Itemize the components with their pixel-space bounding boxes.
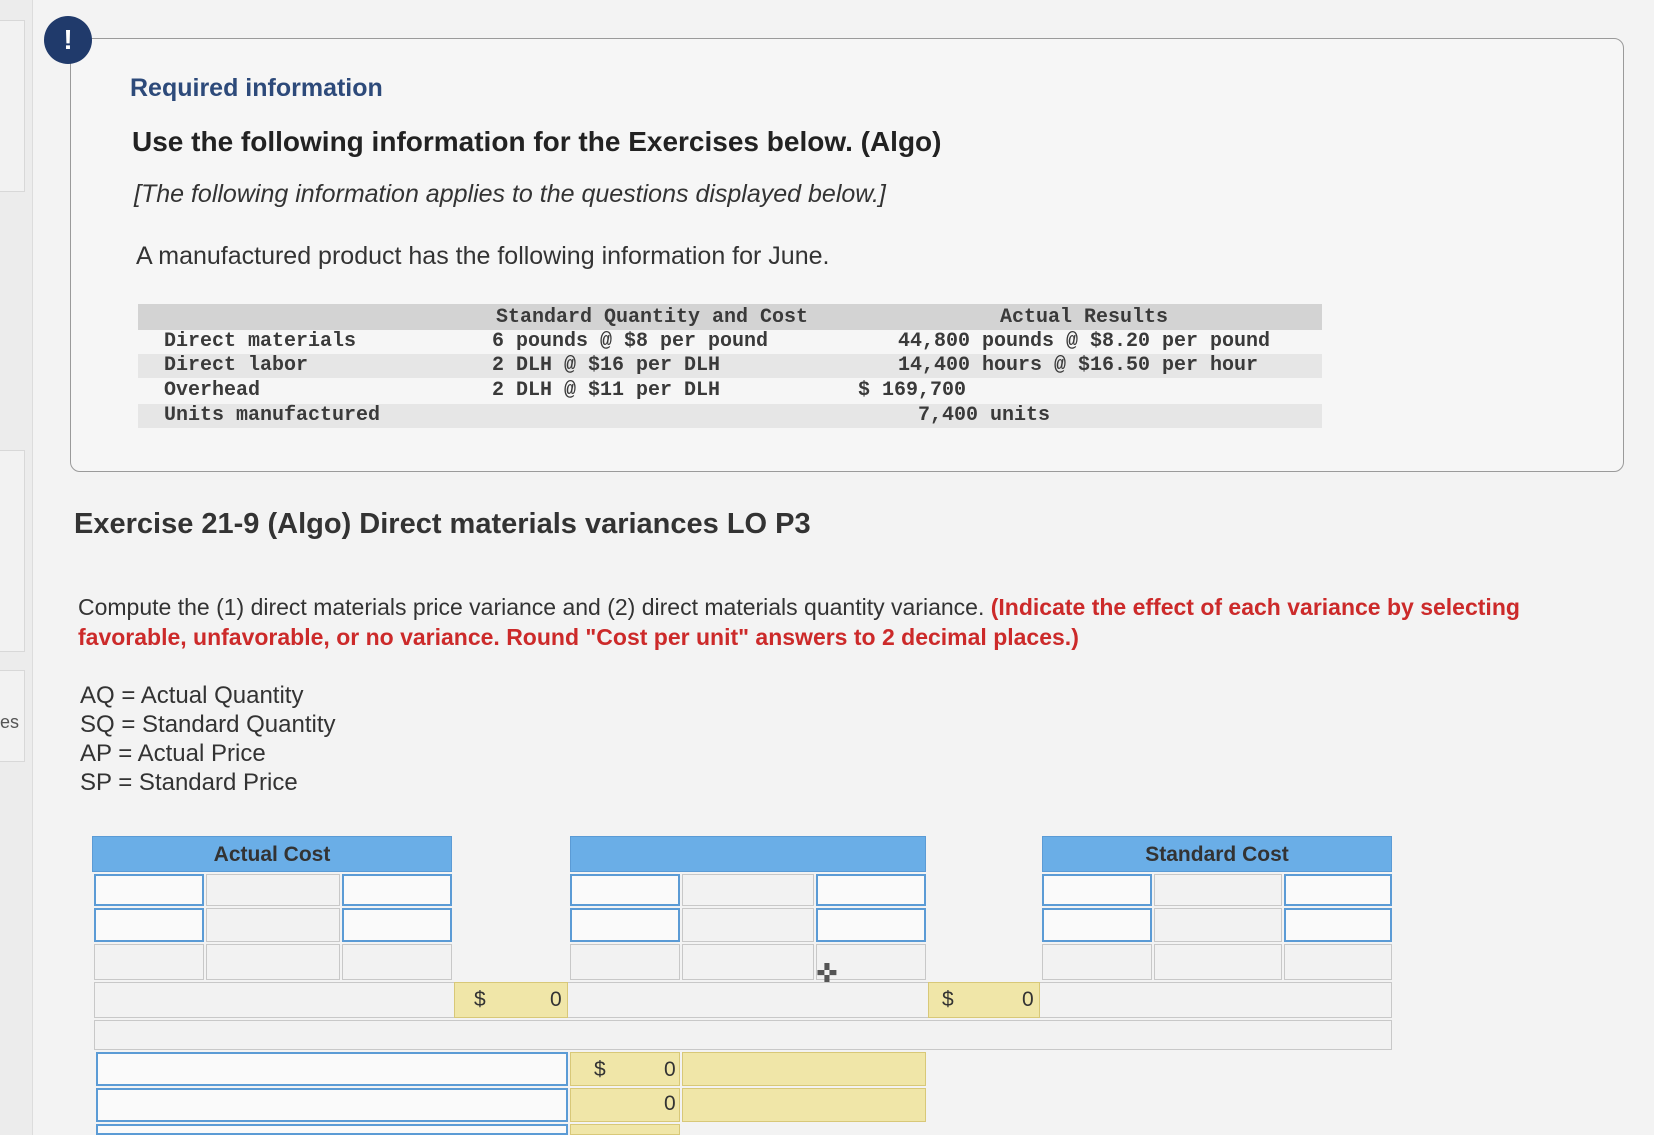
actual-row2-cell[interactable] xyxy=(206,908,340,942)
variance-effect-select-2[interactable] xyxy=(682,1088,926,1122)
row-label: Overhead xyxy=(164,379,261,402)
variance-label-input-2[interactable] xyxy=(96,1088,568,1122)
alert-icon: ! xyxy=(44,16,92,64)
exercise-title: Exercise 21-9 (Algo) Direct materials variances LO P3 xyxy=(74,508,811,540)
row-label: Direct materials xyxy=(164,330,357,353)
header-standard: Standard Quantity and Cost xyxy=(496,306,809,329)
actual-row2-input-1[interactable] xyxy=(94,908,204,942)
product-info-line: A manufactured product has the following information for June. xyxy=(136,242,830,270)
middle-cell-3[interactable] xyxy=(570,944,680,980)
header-actual: Actual Results xyxy=(1000,306,1169,329)
actual-row3-cell-1[interactable] xyxy=(94,944,204,980)
middle-cell-2[interactable] xyxy=(682,908,814,942)
variance-worksheet xyxy=(92,836,1392,1135)
middle-cell-1[interactable] xyxy=(682,874,814,906)
row-actual: $ 169,700 xyxy=(858,379,967,402)
standard-row3-cell-2[interactable] xyxy=(1154,944,1282,980)
middle-input-4[interactable] xyxy=(816,908,926,942)
actual-row3-cell-2[interactable] xyxy=(206,944,340,980)
row-standard: 6 pounds @ $8 per pound xyxy=(492,330,769,353)
middle-cell-4[interactable] xyxy=(682,944,814,980)
middle-input-1[interactable] xyxy=(570,874,680,906)
standard-cost-header: Standard Cost xyxy=(1042,836,1392,872)
variance-1-currency: $ xyxy=(594,1058,606,1081)
exercise-instructions xyxy=(78,592,1578,652)
standard-price-input[interactable] xyxy=(1284,874,1392,906)
row-standard: 2 DLH @ $11 per DLH xyxy=(492,379,721,402)
actual-quantity-input[interactable] xyxy=(94,874,204,906)
actual-cost-header: Actual Cost xyxy=(92,836,452,872)
total-actual-value: 0 xyxy=(550,988,562,1011)
actual-row2-input-2[interactable] xyxy=(342,908,452,942)
row-actual: 7,400 units xyxy=(918,404,1051,427)
standard-row2-input-1[interactable] xyxy=(1042,908,1152,942)
row-label: Direct labor xyxy=(164,354,309,377)
actual-row3-cell-3[interactable] xyxy=(342,944,452,980)
left-tab-middle[interactable] xyxy=(0,450,25,652)
totals-row xyxy=(94,982,1392,1018)
variance-2-value: 0 xyxy=(664,1092,676,1115)
standard-row2-input-2[interactable] xyxy=(1284,908,1392,942)
standard-times-cell[interactable] xyxy=(1154,874,1282,906)
abbr-aq: AQ = Actual Quantity xyxy=(80,682,304,709)
middle-input-2[interactable] xyxy=(816,874,926,906)
required-info-title: Required information xyxy=(130,74,383,102)
product-data-table xyxy=(138,304,1322,430)
instruction-emphasis: (Indicate the effect of each variance by selecting favorable, unfavorable, or no variance. Round "Cost per unit" answers to 2 decimal places.) xyxy=(78,594,1520,650)
standard-quantity-input[interactable] xyxy=(1042,874,1152,906)
variance-amount-cell-3[interactable] xyxy=(570,1124,680,1135)
middle-header xyxy=(570,836,926,872)
total-standard-value: 0 xyxy=(1022,988,1034,1011)
abbr-ap: AP = Actual Price xyxy=(80,740,266,767)
standard-row3-cell-3[interactable] xyxy=(1284,944,1392,980)
variance-effect-select-1[interactable] xyxy=(682,1052,926,1086)
sidebar-fragment-text: es xyxy=(0,712,20,732)
row-standard: 2 DLH @ $16 per DLH xyxy=(492,354,721,377)
cursor-crosshair-icon: ✜ xyxy=(816,958,838,988)
actual-times-cell[interactable] xyxy=(206,874,340,906)
variance-label-input-1[interactable] xyxy=(96,1052,568,1086)
row-actual: 44,800 pounds @ $8.20 per pound xyxy=(898,330,1271,353)
total-standard-currency: $ xyxy=(942,988,954,1011)
abbr-sq: SQ = Standard Quantity xyxy=(80,711,336,738)
left-tab-top[interactable] xyxy=(0,20,25,192)
spacer-row xyxy=(94,1020,1392,1050)
use-info-title: Use the following information for the Exercises below. (Algo) xyxy=(132,126,942,157)
middle-input-3[interactable] xyxy=(570,908,680,942)
row-actual: 14,400 hours @ $16.50 per hour xyxy=(898,354,1259,377)
standard-row3-cell-1[interactable] xyxy=(1042,944,1152,980)
row-label: Units manufactured xyxy=(164,404,381,427)
standard-row2-cell[interactable] xyxy=(1154,908,1282,942)
actual-price-input[interactable] xyxy=(342,874,452,906)
instruction-text: Compute the (1) direct materials price variance and (2) direct materials quantity variance. xyxy=(78,594,985,620)
applies-note: [The following information applies to the questions displayed below.] xyxy=(134,180,886,208)
variance-label-input-3[interactable] xyxy=(96,1124,568,1135)
total-actual-currency: $ xyxy=(474,988,486,1011)
abbr-sp: SP = Standard Price xyxy=(80,769,298,796)
variance-1-value: 0 xyxy=(664,1058,676,1081)
